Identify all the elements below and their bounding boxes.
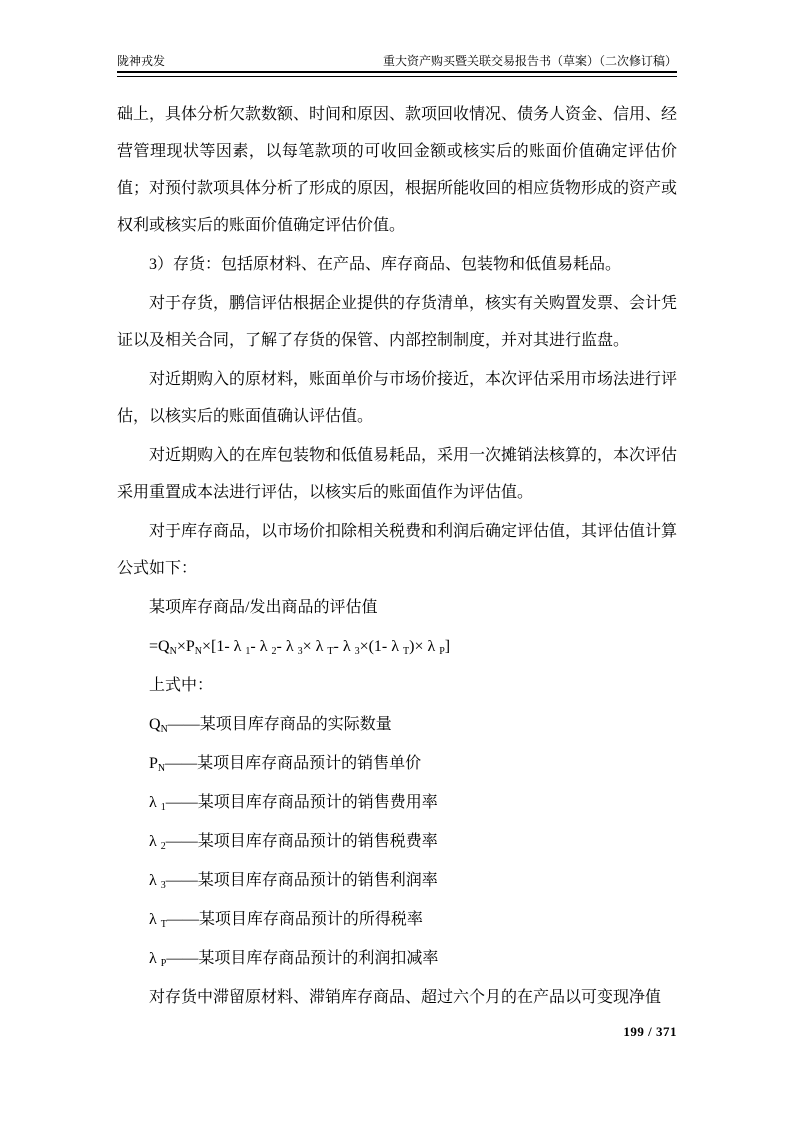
header-document-title: 重大资产购买暨关联交易报告书（草案）（二次修订稿） — [382, 54, 677, 68]
document-body — [117, 96, 677, 1016]
definition-lambda-1: λ $_1$——某项目库存商品预计的销售费用率 — [149, 794, 438, 813]
page-header — [117, 53, 677, 69]
paragraph-continuation: 础上，具体分析欠款数额、时间和原因、款项回收情况、债务人资金、信用、经营管理现状等因素，以每笔款项的可收回金额或核实后的账面价值确定评估价值；对预付款项具体分析了形成的原因，根据所能收回的相应货物形成的资产或权利或核实后的账面价值确定评估价值。 — [117, 106, 678, 234]
page-number: 199 / 371 — [623, 1024, 677, 1039]
formula-legend-intro: 上式中： — [149, 677, 214, 694]
formula-subject-line: 某项库存商品/发出商品的评估值 — [149, 599, 378, 616]
paragraph: 对近期购入的在库包装物和低值易耗品，采用一次摊销法核算的，本次评估采用重置成本法进行评估，以核实后的账面值作为评估值。 — [117, 447, 678, 501]
header-company-name: 陇神戎发 — [117, 54, 166, 68]
paragraph: 对于库存商品，以市场价扣除相关税费和利润后确定评估值，其评估值计算公式如下： — [117, 523, 678, 577]
paragraph: 对于存货，鹏信评估根据企业提供的存货清单，核实有关购置发票、会计凭证以及相关合同，了解了存货的保管、内部控制制度，并对其进行监盘。 — [117, 295, 678, 349]
header-rule — [117, 71, 677, 77]
paragraph-inventory-heading: 3）存货：包括原材料、在产品、库存商品、包装物和低值易耗品。 — [149, 256, 622, 273]
formula: $=Q_N\times P_N\times[1-$ λ $_1$- λ $_2$- λ $_3$× λ $_T$- λ $_3$×(1- λ $_T$)× λ $_P$] — [149, 638, 451, 657]
definition-pn: $P_N——$某项目库存商品预计的销售单价 — [149, 755, 422, 774]
paragraph-last: 对存货中滞留原材料、滞销库存商品、超过六个月的在产品以可变现净值 — [149, 989, 662, 1006]
definition-lambda-2: λ $_2$——某项目库存商品预计的销售税费率 — [149, 833, 438, 852]
definition-lambda-3: λ $_3$——某项目库存商品预计的销售利润率 — [149, 872, 438, 891]
definition-lambda-t: λ $_T$——某项目库存商品预计的所得税率 — [149, 911, 423, 930]
paragraph: 对近期购入的原材料，账面单价与市场价接近，本次评估采用市场法进行评估，以核实后的账面值确认评估值。 — [117, 371, 678, 425]
definition-lambda-p: λ $_P$——某项目库存商品预计的利润扣减率 — [149, 950, 439, 969]
definition-qn: $Q_N——$某项目库存商品的实际数量 — [149, 716, 392, 735]
